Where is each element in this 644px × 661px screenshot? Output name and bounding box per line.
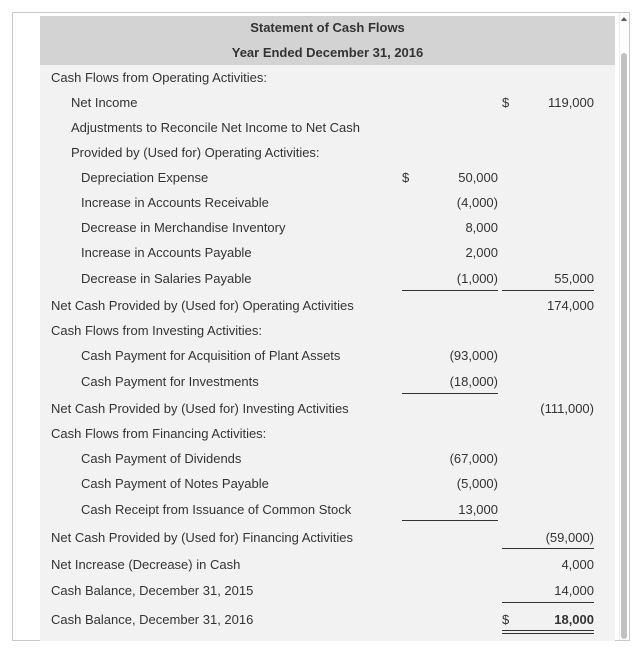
- depreciation-label: Depreciation Expense: [81, 170, 209, 185]
- statement-header: [40, 16, 615, 65]
- cfi-header-row: [40, 323, 615, 343]
- common-stock-amount: 13,000: [458, 502, 498, 517]
- net-financing-row: [40, 530, 615, 550]
- investments-amount: (18,000): [449, 374, 498, 389]
- adjustments-row-1: [40, 120, 615, 140]
- dec-inventory-label: Decrease in Merchandise Inventory: [81, 220, 286, 235]
- notes-payable-row: [40, 476, 615, 496]
- net-change-total: 4,000: [561, 557, 594, 572]
- balance-2015-total: 14,000: [554, 583, 594, 598]
- net-change-row: [40, 557, 615, 577]
- dec-salaries-label: Decrease in Salaries Payable: [81, 271, 252, 286]
- balance-2016-total: 18,000: [554, 612, 594, 627]
- inc-ap-row: [40, 245, 615, 265]
- common-stock-label: Cash Receipt from Issuance of Common Stock: [81, 502, 352, 517]
- investments-label: Cash Payment for Investments: [81, 374, 259, 389]
- statement-title: Statement of Cash Flows: [250, 20, 405, 35]
- plant-assets-label: Cash Payment for Acquisition of Plant Assets: [81, 348, 341, 363]
- adjustments-row-2: [40, 145, 615, 165]
- cfo-header: Cash Flows from Operating Activities:: [51, 70, 268, 85]
- depreciation-amount: 50,000: [458, 170, 498, 185]
- inc-ar-amount: (4,000): [456, 195, 498, 210]
- adjustments-heading-1: Adjustments to Reconcile Net Income to Net Cash: [71, 120, 361, 135]
- cff-header-row: [40, 426, 615, 446]
- scrollbar-thumb[interactable]: [621, 53, 627, 639]
- plant-assets-amount: (93,000): [449, 348, 498, 363]
- operating-total-underline: [502, 290, 594, 291]
- net-financing-label: Net Cash Provided by (Used for) Financing Activities: [51, 530, 354, 545]
- depreciation-currency: $: [402, 170, 410, 185]
- balance-2016-row: [40, 612, 615, 632]
- adjustments-heading-2: Provided by (Used for) Operating Activities:: [71, 145, 320, 160]
- dec-inventory-amount: 8,000: [465, 220, 498, 235]
- balance-2015-underline: [502, 602, 594, 603]
- net-operating-row: [40, 298, 615, 318]
- net-operating-label: Net Cash Provided by (Used for) Operating Activities: [51, 298, 354, 313]
- balance-2015-label: Cash Balance, December 31, 2015: [51, 583, 254, 598]
- operating-subtotal-underline: [402, 290, 498, 291]
- common-stock-row: [40, 502, 615, 522]
- net-income-total: 119,000: [547, 95, 594, 110]
- net-investing-total: (111,000): [540, 401, 594, 416]
- plant-assets-row: [40, 348, 615, 368]
- net-income-row: [40, 95, 615, 115]
- balance-2015-row: [40, 583, 615, 603]
- statement-period: Year Ended December 31, 2016: [231, 45, 424, 60]
- dec-salaries-amount: (1,000): [456, 271, 498, 286]
- dividends-amount: (67,000): [449, 451, 498, 466]
- net-income-currency: $: [502, 95, 510, 110]
- net-investing-label: Net Cash Provided by (Used for) Investing Activities: [51, 401, 349, 416]
- inc-ar-row: [40, 195, 615, 215]
- inc-ar-label: Increase in Accounts Receivable: [81, 195, 269, 210]
- investing-underline: [402, 393, 498, 394]
- investments-row: [40, 374, 615, 394]
- net-income-label: Net Income: [71, 95, 138, 110]
- financing-total-underline: [502, 548, 594, 549]
- dividends-row: [40, 451, 615, 471]
- net-change-label: Net Increase (Decrease) in Cash: [51, 557, 241, 572]
- depreciation-row: [40, 170, 615, 190]
- balance-2016-label: Cash Balance, December 31, 2016: [51, 612, 254, 627]
- inc-ap-label: Increase in Accounts Payable: [81, 245, 252, 260]
- cfi-header: Cash Flows from Investing Activities:: [51, 323, 262, 338]
- vertical-scrollbar[interactable]: [619, 13, 629, 640]
- net-investing-row: [40, 401, 615, 421]
- dec-salaries-total: 55,000: [554, 271, 594, 286]
- financing-underline: [402, 520, 498, 521]
- net-operating-total: 174,000: [547, 298, 594, 313]
- cfo-header-row: [40, 70, 615, 90]
- notes-payable-label: Cash Payment of Notes Payable: [81, 476, 269, 491]
- notes-payable-amount: (5,000): [456, 476, 498, 491]
- dec-inventory-row: [40, 220, 615, 240]
- statement-body: [40, 65, 615, 641]
- inc-ap-amount: 2,000: [465, 245, 498, 260]
- net-financing-total: (59,000): [545, 530, 594, 545]
- dec-salaries-row: [40, 271, 615, 291]
- dividends-label: Cash Payment of Dividends: [81, 451, 242, 466]
- balance-2016-currency: $: [502, 612, 510, 627]
- balance-2016-double-underline: [502, 630, 594, 634]
- scroll-up-arrow-icon[interactable]: [621, 17, 627, 21]
- cff-header: Cash Flows from Financing Activities:: [51, 426, 267, 441]
